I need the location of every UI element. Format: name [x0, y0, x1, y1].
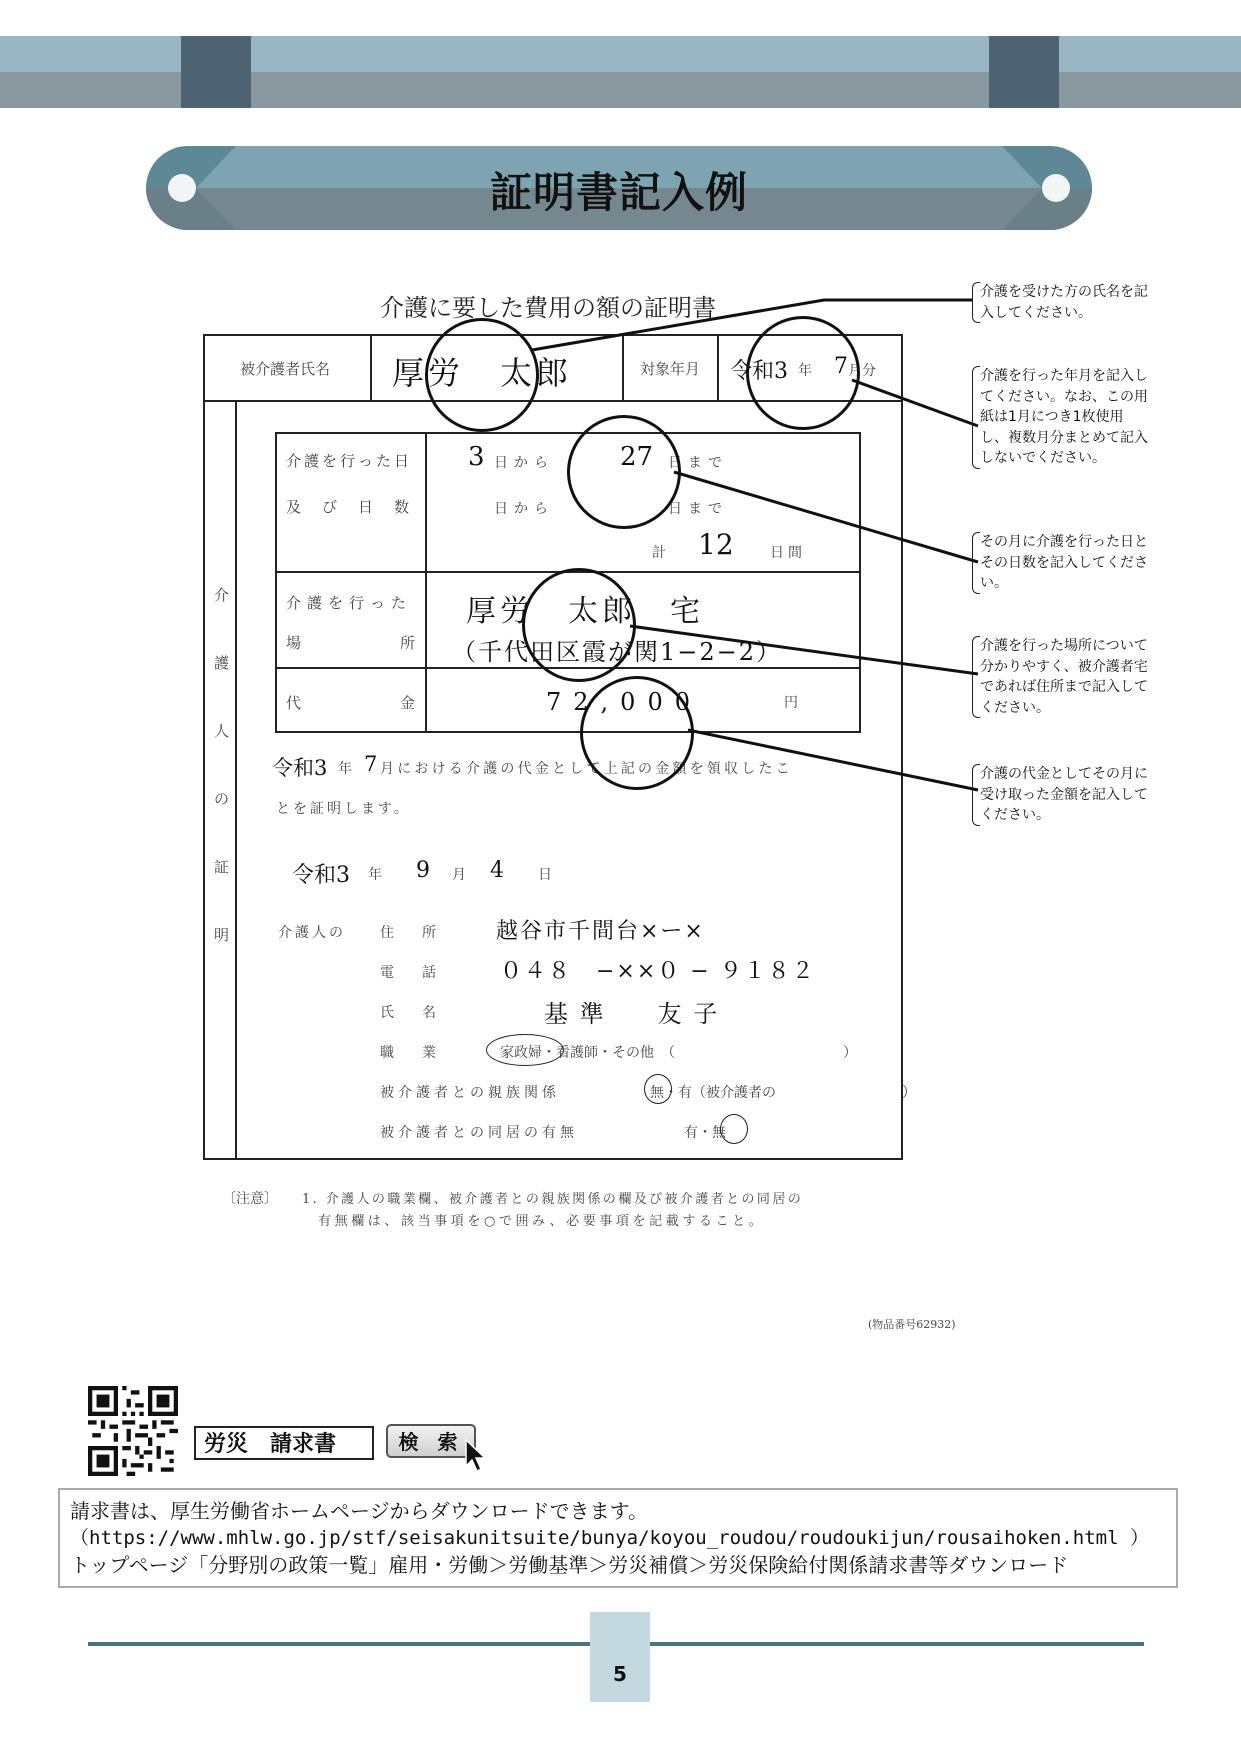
caregiver-label: 介護人の [278, 925, 346, 941]
info-line-1: 請求書は、厚生労働省ホームページからダウンロードできます。 [70, 1499, 648, 1523]
search-input[interactable]: 労災 請求書 [194, 1426, 374, 1460]
start-day: 3 [468, 442, 485, 472]
cert-date-month: 9 [416, 858, 430, 883]
care-place-name: 厚労 太郎 宅 [466, 594, 704, 629]
qr-code-icon [88, 1386, 178, 1476]
callout-patient-name: 介護を受けた方の氏名を記入してください。 [980, 282, 1150, 323]
receipt-statement: 月における介護の代金として上記の金額を領収したこ [380, 761, 793, 777]
item-number: (物品番号62932) [868, 1318, 956, 1331]
caregiver-name: 基 準 友 子 [544, 1000, 720, 1028]
patient-name-value: 厚労 太郎 [392, 354, 573, 392]
target-month-label: 対象年月 [640, 360, 701, 378]
care-days-label: 介護を行った日 [286, 452, 413, 470]
occupation-options: 家政婦・看護師・その他 （ ） [500, 1045, 857, 1061]
caregiver-address: 越谷市千間台×ー× [496, 919, 705, 944]
callout-care-days: その月に介護を行った日とその日数を記入してください。 [980, 532, 1150, 594]
cert-date-day: 4 [490, 858, 504, 883]
total-days: 12 [698, 528, 734, 561]
search-button[interactable]: 検 索 [386, 1424, 476, 1458]
target-era: 令和3 [730, 359, 788, 384]
callout-care-fee: 介護の代金としてその月に受け取った金額を記入してください。 [980, 764, 1150, 826]
download-info-box [58, 1488, 1178, 1588]
page-number: 5 [590, 1612, 650, 1702]
relation-options: 無・有（被介護者の ） [650, 1085, 916, 1101]
callout-care-place: 介護を行った場所について分かりやすく、被介護者宅であれば住所まで記入してください。 [980, 636, 1150, 718]
note-label: 〔注意〕 [222, 1191, 278, 1207]
fee-amount: 72,000 [546, 688, 702, 716]
cohabit-options: 有・無 [684, 1125, 726, 1141]
fee-label: 代 [286, 694, 305, 712]
care-place-address: （千代田区霞が関1−2−2） [452, 638, 783, 666]
page-title: 証明書記入例 [489, 168, 748, 217]
note-line-2: 有無欄は、該当事項を○で囲み、必要事項を記載すること。 [318, 1214, 766, 1229]
target-month: 7 [834, 354, 848, 379]
info-line-3: トップページ「分野別の政策一覧」雇用・労働＞労働基準＞労災補償＞労災保険給付関係請求書等ダウンロード [70, 1553, 1069, 1577]
end-day: 27 [620, 442, 654, 472]
note-line-1: 1. 介護人の職業欄、被介護者との親族関係の欄及び被介護者との同居の [302, 1192, 804, 1207]
callout-target-month: 介護を行った年月を記入してください。なお、この用紙は1月につき1枚使用し、複数月分まとめて記入しないでください。 [980, 366, 1150, 469]
care-place-label: 介護を行った [286, 594, 413, 612]
mouse-cursor-icon [464, 1438, 490, 1474]
download-url[interactable]: （https://www.mhlw.go.jp/stf/seisakunitsuite/bunya/koyou_roudou/roudoukijun/rousaihoken.html ） [70, 1527, 1149, 1549]
caregiver-phone: ０４８ −××０ − ９１８２ [500, 959, 816, 984]
cert-date-era: 令和3 [292, 863, 350, 888]
form-title: 介護に要した費用の額の証明書 [380, 294, 716, 322]
patient-name-label: 被介護者氏名 [240, 360, 331, 378]
